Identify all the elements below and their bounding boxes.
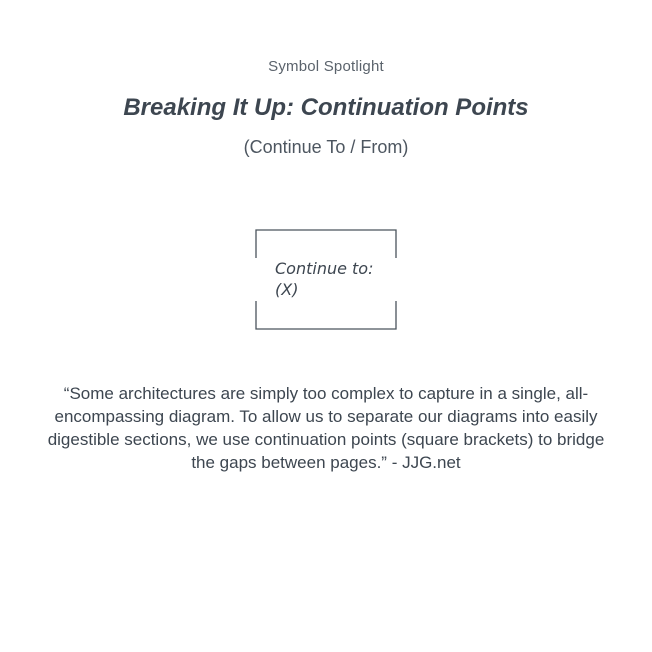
top-bracket bbox=[256, 230, 396, 258]
symbol-label-line1: Continue to: bbox=[275, 259, 374, 278]
page-title: Breaking It Up: Continuation Points bbox=[123, 94, 529, 121]
quote-text: “Some architectures are simply too complex to capture in a single, all-encompassing diagram. To allow us to separate our diagrams into easily digestible sections, we use continuation points (square brackets) to bridge the gaps between pages.” - JJG.net bbox=[47, 384, 605, 472]
eyebrow-label: Symbol Spotlight bbox=[268, 58, 384, 75]
bottom-bracket bbox=[256, 301, 396, 329]
continuation-point-symbol bbox=[255, 229, 397, 330]
symbol-label bbox=[275, 258, 373, 300]
page-subtitle: (Continue To / From) bbox=[243, 137, 409, 157]
symbol-label-line2: (X) bbox=[275, 280, 299, 299]
